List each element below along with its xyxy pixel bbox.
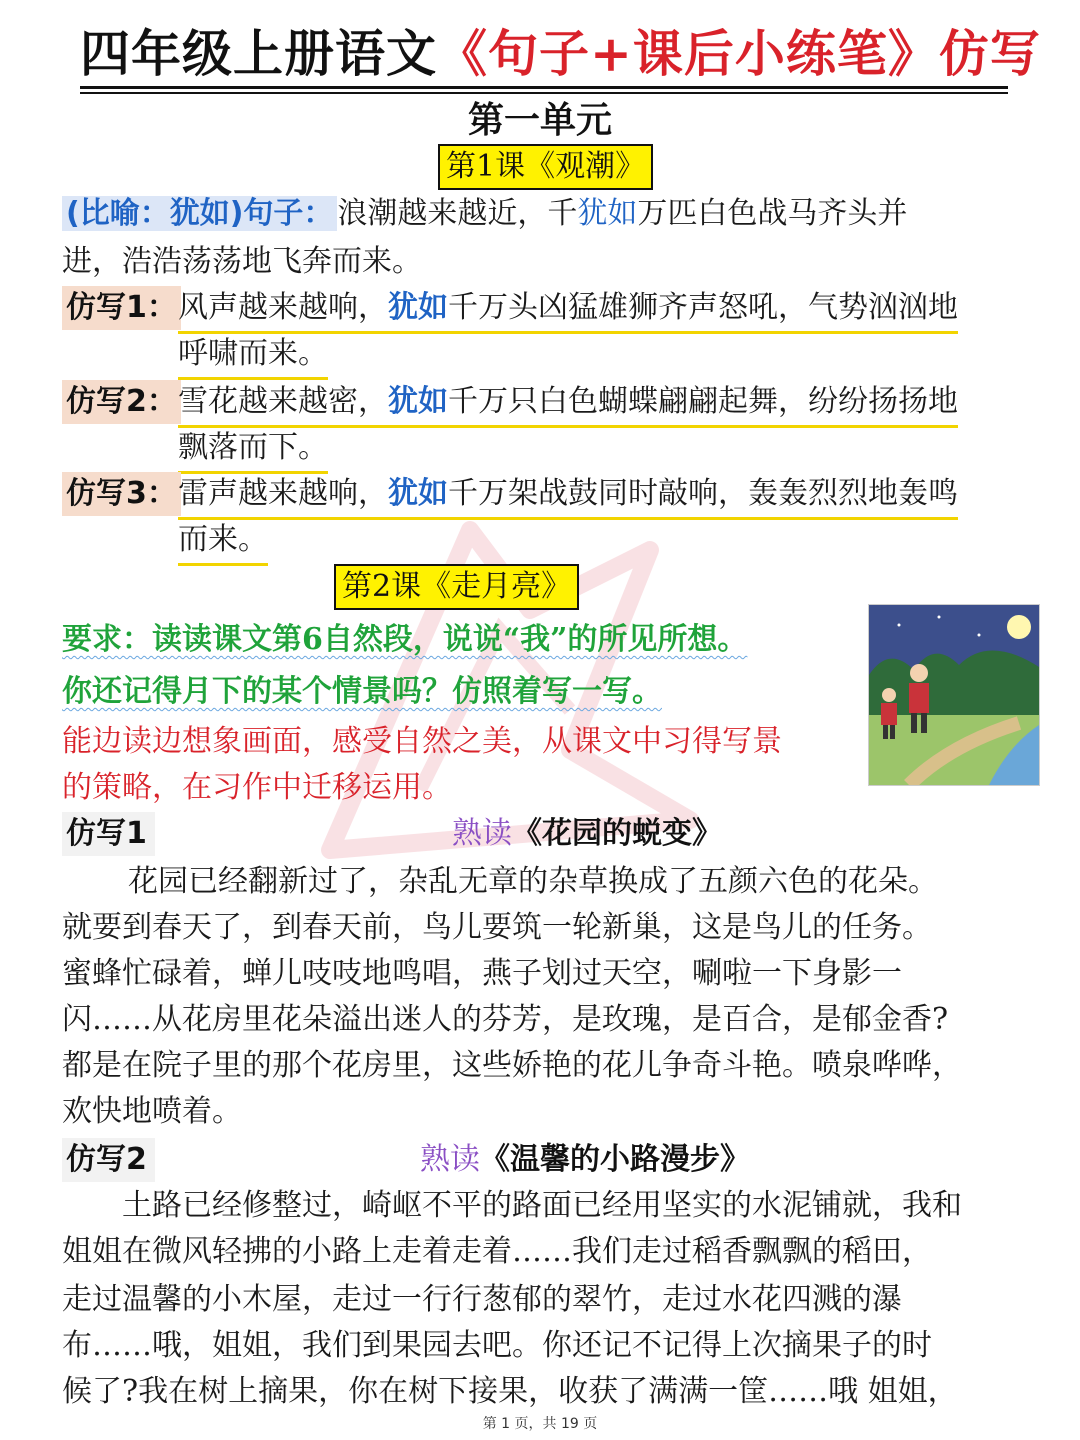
sentence-keyword: 犹如 (577, 196, 638, 231)
lesson2-goal: 能边读边想象画面，感受自然之美，从课文中习得写景 (62, 724, 782, 759)
work1-title (452, 812, 722, 856)
imitation-line (178, 380, 958, 428)
work1-text-line: 花园已经翻新过了，杂乱无章的杂草换成了五颜六色的花朵。 (128, 864, 938, 899)
title-grade: 四年级上册语文 (80, 24, 437, 83)
read-title: 《温馨的小路漫步》 (480, 1142, 750, 1177)
sentence-text: 万匹白色战马齐头并 (637, 196, 908, 231)
work1-text-line: 闪……从花房里花朵溢出迷人的芬芳，是玫瑰，是百合，是郁金香? (62, 1002, 949, 1037)
imitation-text: 风声越来越响， (178, 290, 388, 325)
imitation-keyword: 犹如 (388, 290, 448, 325)
title-rule-top (80, 86, 1008, 89)
imitation-keyword: 犹如 (388, 384, 448, 419)
work2-text-line: 土路已经修整过，崎岖不平的路面已经用坚实的水泥铺就，我和 (122, 1188, 962, 1223)
imitation-line2: 而来。 (178, 518, 268, 566)
title-rule-bottom (80, 92, 1008, 94)
read-prefix: 熟读 (420, 1142, 480, 1177)
sentence-text: 浪潮越来越近，千 (337, 196, 578, 231)
work2-text-line: 布……哦，姐姐，我们到果园去吧。你还记不记得上次摘果子的时 (62, 1328, 932, 1363)
lesson2-requirement: 要求：读读课文第6自然段，说说“我”的所见所想。 (62, 622, 748, 657)
read-title: 《花园的蜕变》 (512, 816, 722, 851)
work1-text-line: 都是在院子里的那个花房里，这些娇艳的花儿争奇斗艳。喷泉哗哗， (62, 1048, 962, 1083)
lesson1-sentence-line1 (62, 192, 907, 236)
title-topic: 《句子+课后小练笔》仿写 (437, 24, 1041, 83)
imitation-tag: 仿写2： (62, 380, 181, 424)
work2-title (420, 1138, 750, 1182)
work2-text-line: 候了?我在树上摘果，你在树下接果，收获了满满一筐……哦 姐姐， (62, 1374, 958, 1409)
lesson2-requirement: 你还记得月下的某个情景吗？仿照着写一写。 (62, 674, 662, 709)
page-footer: 第 1 页，共 19 页 (482, 1416, 598, 1432)
work1-tag: 仿写1 (62, 812, 155, 856)
imitation-line (178, 286, 958, 334)
imitation-text: 千万架战鼓同时敲响，轰轰烈烈地轰鸣 (448, 476, 958, 511)
lesson2-label: 第2课《走月亮》 (334, 564, 579, 610)
read-prefix: 熟读 (452, 816, 512, 851)
imitation-line2: 飘落而下。 (178, 426, 328, 474)
lesson2-goal: 的策略，在习作中迁移运用。 (62, 770, 452, 805)
imitation-text: 雪花越来越密， (178, 384, 388, 419)
lesson1-sentence-line2: 进，浩浩荡荡地飞奔而来。 (62, 244, 422, 279)
moonlight-walk-illustration (868, 604, 1040, 786)
imitation-text: 千万只白色蝴蝶翩翩起舞，纷纷扬扬地 (448, 384, 958, 419)
imitation-keyword: 犹如 (388, 476, 448, 511)
imitation-line2: 呼啸而来。 (178, 332, 328, 380)
work1-text-line: 就要到春天了，到春天前，鸟儿要筑一轮新巢，这是鸟儿的任务。 (62, 910, 932, 945)
imitation-text: 千万头凶猛雄狮齐声怒吼，气势汹汹地 (448, 290, 958, 325)
page-title (80, 22, 1041, 86)
imitation-line (178, 472, 958, 520)
imitation-text: 雷声越来越响， (178, 476, 388, 511)
work2-tag: 仿写2 (62, 1138, 155, 1182)
work1-text-line: 欢快地喷着。 (62, 1094, 242, 1129)
sentence-tag: (比喻：犹如)句子： (62, 196, 337, 231)
lesson1-label: 第1课《观潮》 (438, 144, 653, 190)
unit-heading: 第一单元 (467, 99, 612, 141)
work2-text-line: 姐姐在微风轻拂的小路上走着走着……我们走过稻香飘飘的稻田， (62, 1234, 932, 1269)
imitation-tag: 仿写3： (62, 472, 181, 516)
work1-text-line: 蜜蜂忙碌着，蝉儿吱吱地鸣唱，燕子划过天空，唰啦一下身影一 (62, 956, 902, 991)
work2-text-line: 走过温馨的小木屋，走过一行行葱郁的翠竹，走过水花四溅的瀑 (62, 1282, 902, 1317)
imitation-tag: 仿写1： (62, 286, 181, 330)
